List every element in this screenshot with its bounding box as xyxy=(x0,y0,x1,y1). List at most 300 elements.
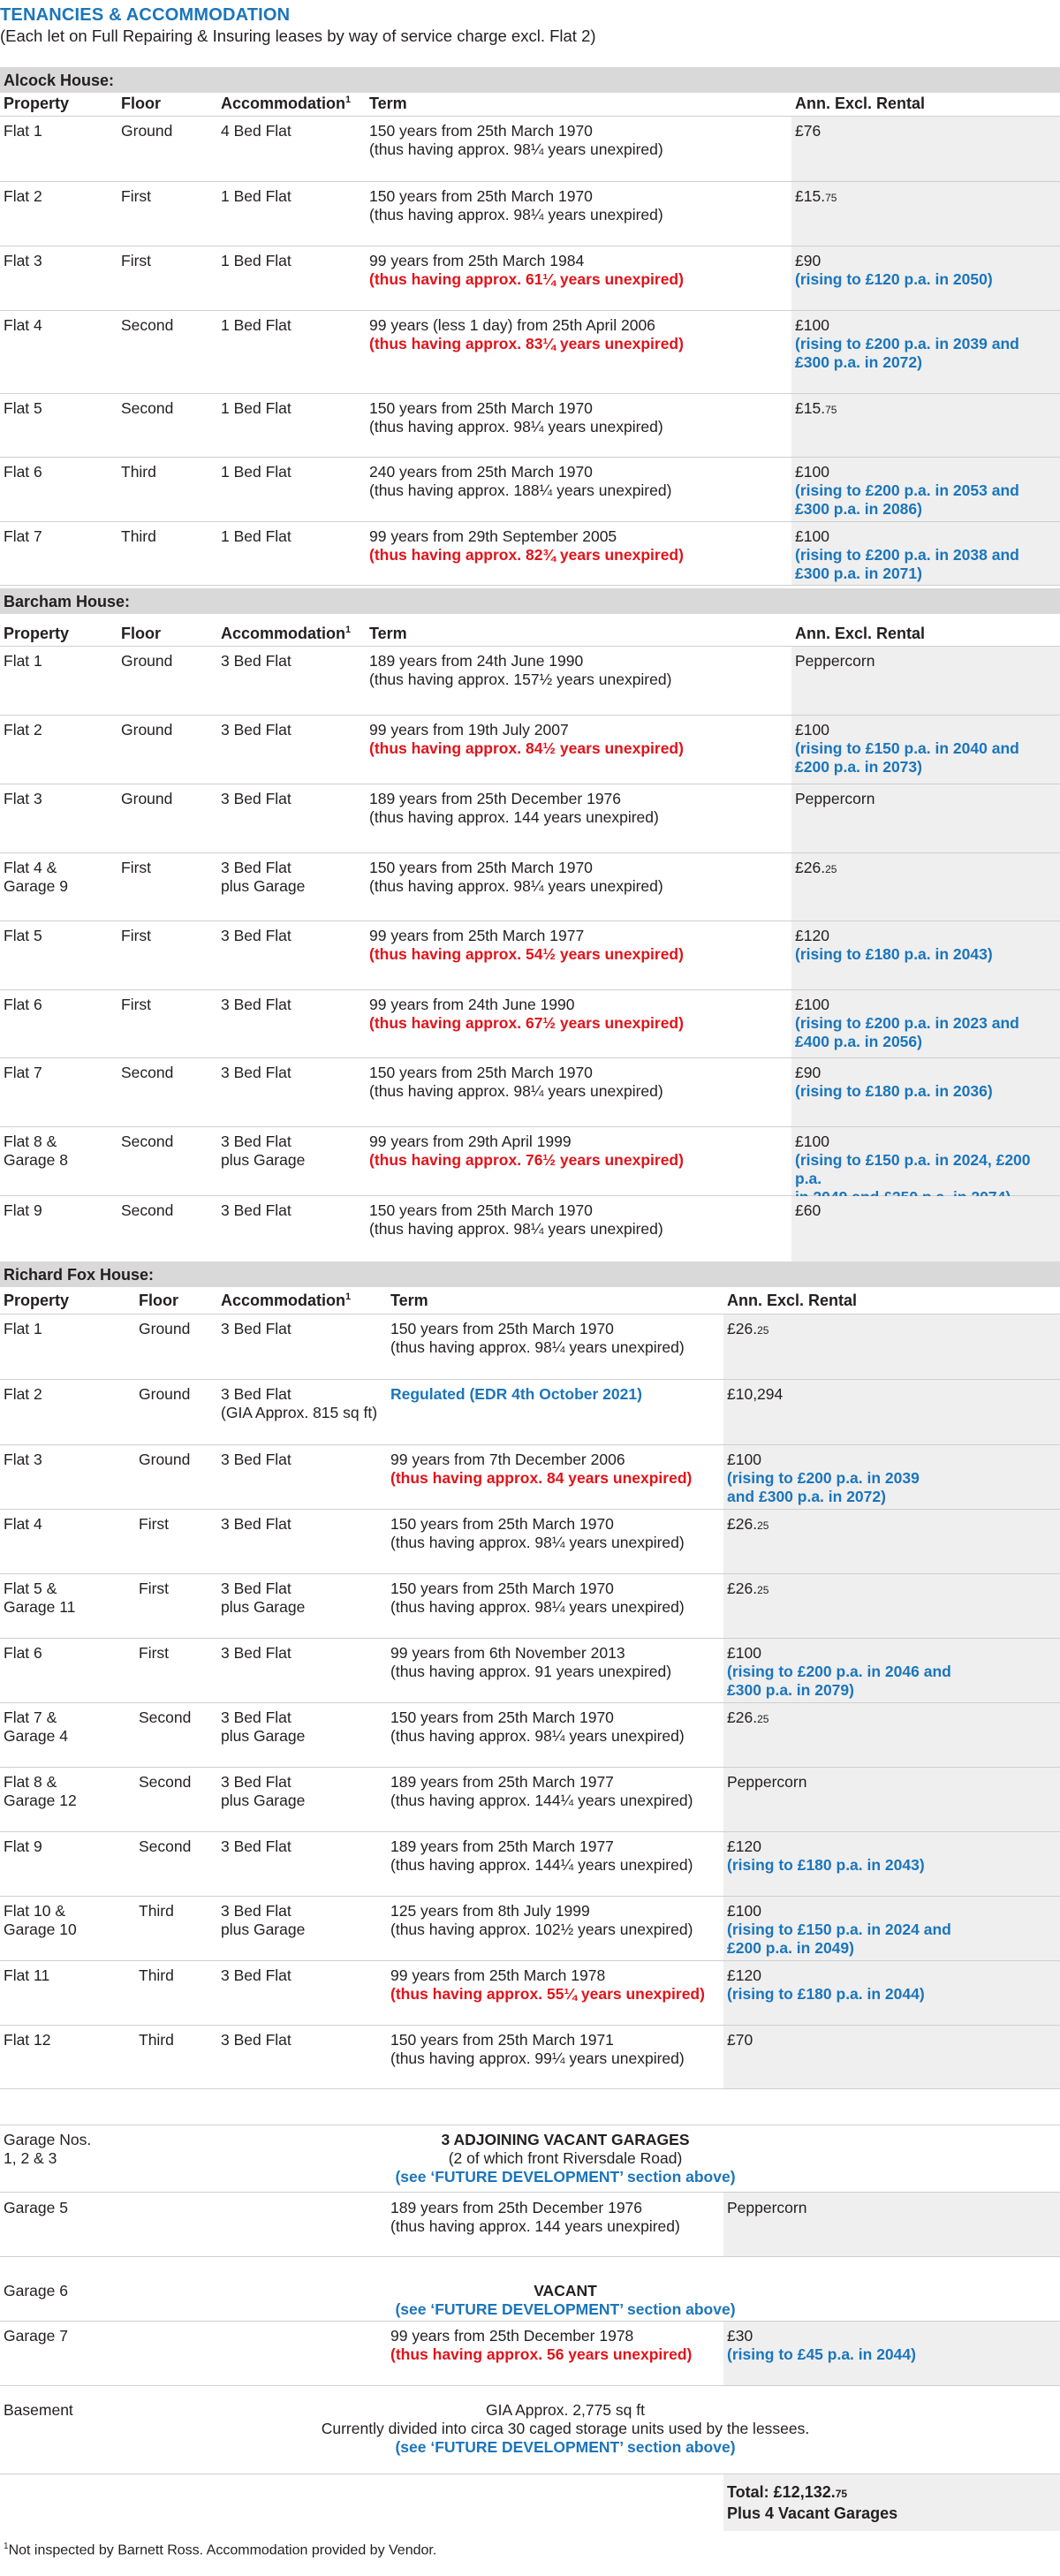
accommodation-cell xyxy=(221,527,292,546)
accommodation-text: 1 Bed Flat xyxy=(221,527,292,545)
vacant-notice-line: Currently divided into circa 30 caged storage units used by the lessees. xyxy=(321,2420,810,2437)
rental-value xyxy=(727,1385,783,1404)
footnote xyxy=(4,2542,436,2558)
floor-cell: First xyxy=(121,252,152,269)
term-line1: 99 years from 6th November 2013 xyxy=(390,1644,625,1662)
rental-amount: £100 xyxy=(795,527,829,545)
property-cell xyxy=(4,527,42,546)
property-name: Garage Nos. xyxy=(4,2131,92,2148)
accommodation-text: 3 Bed Flat xyxy=(221,1064,292,1081)
property-name: Flat 4 xyxy=(4,316,42,334)
term-line1: 189 years from 25th December 1976 xyxy=(369,790,622,807)
rental-value xyxy=(727,1773,806,1792)
term-unexpired: (thus having approx. 98¼ years unexpired) xyxy=(369,418,663,436)
accommodation-cell xyxy=(221,927,292,945)
rental-amount: £120 xyxy=(795,927,829,944)
rental-cell xyxy=(795,316,1019,372)
rental-cell xyxy=(727,1451,920,1506)
rental-amount: Peppercorn xyxy=(727,1773,807,1791)
rental-cell xyxy=(795,1201,821,1220)
rental-cell-background xyxy=(723,1703,1060,1767)
rental-amount: £100 xyxy=(727,1644,761,1662)
vacant-notice xyxy=(212,2282,919,2319)
col-header-rental xyxy=(795,95,925,116)
rental-cell xyxy=(795,122,821,140)
term-line1: 99 years from 25th December 1978 xyxy=(390,2327,634,2345)
accommodation-text: 3 Bed Flat xyxy=(221,859,292,876)
rental-rising-note: (rising to £150 p.a. in 2024, £200 p.a. xyxy=(795,1151,1031,1187)
floor-cell: Ground xyxy=(121,122,173,140)
rental-rising-note-line2: £300 p.a. in 2079) xyxy=(727,1681,854,1699)
term-unexpired: (thus having approx. 91 years unexpired) xyxy=(390,1663,672,1680)
term-line1: 99 years from 25th March 1978 xyxy=(390,1966,606,1984)
rental-value xyxy=(795,652,874,671)
rental-cell xyxy=(795,927,993,964)
term-cell xyxy=(390,1708,685,1746)
rental-amount: £15. xyxy=(795,187,826,205)
floor-cell: First xyxy=(139,1515,170,1533)
term-cell xyxy=(390,1320,685,1357)
property-name-line2: Garage 11 xyxy=(4,1598,76,1616)
property-name: Flat 12 xyxy=(4,2031,51,2049)
accommodation-cell xyxy=(221,187,292,206)
accommodation-text: 4 Bed Flat xyxy=(221,122,292,140)
property-cell xyxy=(4,1773,77,1810)
property-cell xyxy=(4,996,42,1014)
term-cell xyxy=(369,252,684,289)
rental-value xyxy=(795,527,1019,546)
total-line xyxy=(727,2482,897,2504)
property-cell xyxy=(4,1902,77,1939)
accommodation-text: 3 Bed Flat xyxy=(221,996,292,1013)
accommodation-text: 1 Bed Flat xyxy=(221,252,292,269)
rental-cell xyxy=(727,1837,925,1875)
rental-value xyxy=(727,2031,753,2049)
term-unexpired: (thus having approx. 84 years unexpired) xyxy=(390,1469,693,1487)
rental-value xyxy=(727,1837,925,1856)
vacant-notice-line: VACANT xyxy=(534,2282,597,2299)
rental-amount: £100 xyxy=(795,463,829,481)
total-amount: Total: £12,132. xyxy=(727,2483,836,2501)
property-name: Flat 5 xyxy=(4,927,42,944)
accommodation-text: 3 Bed Flat xyxy=(221,1708,292,1726)
property-name: Flat 1 xyxy=(4,122,42,140)
term-cell xyxy=(369,399,663,436)
floor-cell: Ground xyxy=(139,1451,191,1468)
term-line1: 189 years from 24th June 1990 xyxy=(369,652,584,670)
accommodation-text: 3 Bed Flat xyxy=(221,1515,292,1533)
rental-value xyxy=(727,1708,768,1729)
property-cell xyxy=(4,252,42,270)
property-cell xyxy=(4,927,42,945)
term-cell xyxy=(369,721,684,758)
rental-rising-note: (rising to £180 p.a. in 2043) xyxy=(795,945,993,963)
rental-value xyxy=(727,1966,925,1985)
property-cell xyxy=(4,721,42,739)
accommodation-cell xyxy=(221,859,305,896)
property-name: Flat 5 xyxy=(4,399,42,417)
term-cell xyxy=(390,1773,693,1810)
term-unexpired: (thus having approx. 98¼ years unexpired) xyxy=(369,140,663,158)
property-cell xyxy=(4,2131,91,2168)
rental-rising-note: (rising to £180 p.a. in 2036) xyxy=(795,1082,993,1100)
term-unexpired: (thus having approx. 98¼ years unexpired) xyxy=(369,206,663,224)
term-cell xyxy=(390,1966,705,2004)
col-header-term-label: Term xyxy=(369,625,407,642)
rental-rising-note: (rising to £200 p.a. in 2053 and xyxy=(795,481,1019,499)
property-name: Flat 2 xyxy=(4,187,42,205)
floor-cell: Third xyxy=(139,2031,174,2049)
rental-rising-note-line2: £200 p.a. in 2073) xyxy=(795,758,922,776)
term-cell xyxy=(369,527,684,564)
term-line1: 99 years from 7th December 2006 xyxy=(390,1451,625,1468)
accommodation-cell xyxy=(221,1320,292,1338)
col-header-floor xyxy=(121,95,161,116)
rental-value xyxy=(727,1515,768,1535)
term-cell xyxy=(390,1902,693,1939)
rental-pence: 25 xyxy=(757,1584,769,1596)
floor-cell: Second xyxy=(139,1773,192,1791)
rental-rising-note-line2: £400 p.a. in 2056) xyxy=(795,1033,922,1050)
footnote-mark: 1 xyxy=(345,625,352,635)
property-name: Basement xyxy=(4,2401,73,2419)
rental-value xyxy=(795,122,821,140)
floor-cell: Third xyxy=(121,463,156,481)
col-header-accommodation-label: Accommodation xyxy=(221,625,346,642)
property-name: Flat 5 & xyxy=(4,1580,57,1597)
col-header-term xyxy=(369,625,407,646)
property-name: Flat 8 & xyxy=(4,1773,57,1791)
term-unexpired: (thus having approx. 56 years unexpired) xyxy=(390,2345,693,2363)
rental-cell xyxy=(795,463,1019,519)
property-name: Flat 9 xyxy=(4,1201,42,1219)
term-unexpired: (thus having approx. 188¼ years unexpired) xyxy=(369,481,672,499)
accommodation-cell xyxy=(221,1064,292,1082)
rental-rising-note: (rising to £120 p.a. in 2050) xyxy=(795,270,993,288)
accommodation-text: 3 Bed Flat xyxy=(221,1644,292,1662)
vacant-garages-note: Plus 4 Vacant Garages xyxy=(727,2504,898,2522)
term-line1: 125 years from 8th July 1999 xyxy=(390,1902,590,1920)
property-name-line2: Garage 12 xyxy=(4,1792,77,1809)
col-header-accommodation xyxy=(221,625,351,646)
col-header-floor xyxy=(121,625,161,646)
rental-value xyxy=(795,1133,1060,1151)
term-cell xyxy=(369,463,671,500)
rental-amount: £100 xyxy=(795,721,829,739)
rental-value xyxy=(795,859,837,879)
term-line1: 150 years from 25th March 1970 xyxy=(369,1201,593,1219)
property-name: Flat 7 xyxy=(4,527,42,545)
term-unexpired: (thus having approx. 98¼ years unexpired) xyxy=(390,1727,685,1745)
rental-cell xyxy=(727,1385,783,1404)
col-header-rental-label: Ann. Excl. Rental xyxy=(795,625,926,642)
accommodation-cell xyxy=(221,721,292,739)
accommodation-text: 3 Bed Flat xyxy=(221,1837,292,1855)
col-header-term xyxy=(369,95,407,116)
accommodation-cell xyxy=(221,2031,292,2049)
accommodation-text-line2: plus Garage xyxy=(221,1792,306,1809)
rental-cell xyxy=(727,1320,768,1340)
term-cell xyxy=(369,927,684,964)
col-header-rental xyxy=(727,1292,857,1313)
property-name: Flat 7 xyxy=(4,1064,42,1081)
rental-amount: £10,294 xyxy=(727,1385,784,1403)
section-title: Alcock House: xyxy=(4,72,115,89)
section-title: Barcham House: xyxy=(4,593,131,610)
property-cell xyxy=(4,1580,75,1617)
term-unexpired: (thus having approx. 144 years unexpired) xyxy=(390,2217,680,2235)
rental-amount: £100 xyxy=(727,1902,761,1920)
term-unexpired: (thus having approx. 98¼ years unexpired) xyxy=(390,1598,685,1616)
rental-pence: 25 xyxy=(757,1324,769,1337)
term-unexpired: (thus having approx. 76½ years unexpired) xyxy=(369,1151,684,1169)
accommodation-cell xyxy=(221,1708,305,1746)
property-name: Flat 1 xyxy=(4,1320,42,1337)
accommodation-text-line2: plus Garage xyxy=(221,877,306,895)
floor-cell: Ground xyxy=(121,652,173,670)
accommodation-text-line2: plus Garage xyxy=(221,1727,306,1745)
term-cell xyxy=(369,1133,684,1170)
term-line1: 99 years from 19th July 2007 xyxy=(369,721,569,739)
rental-amount: £100 xyxy=(727,1451,761,1468)
term-cell xyxy=(369,187,663,224)
row-divider xyxy=(0,2088,1060,2089)
col-header-floor xyxy=(139,1292,178,1313)
term-line1: 99 years from 25th March 1984 xyxy=(369,252,585,269)
accommodation-cell xyxy=(221,1580,305,1617)
term-unexpired: (thus having approx. 98¼ years unexpired) xyxy=(369,1220,663,1238)
rental-value xyxy=(727,1451,920,1469)
property-cell xyxy=(4,1320,42,1338)
property-cell xyxy=(4,1133,68,1170)
accommodation-cell xyxy=(221,1837,292,1856)
floor-cell: Second xyxy=(139,1708,192,1726)
accommodation-cell xyxy=(221,1644,292,1663)
property-cell xyxy=(4,1966,49,1985)
accommodation-text: 1 Bed Flat xyxy=(221,187,292,205)
property-name: Flat 6 xyxy=(4,1644,42,1662)
rental-value xyxy=(727,1580,768,1600)
rental-rising-note: (rising to £200 p.a. in 2023 and xyxy=(795,1014,1019,1032)
term-cell xyxy=(390,1837,693,1875)
floor-cell: Ground xyxy=(139,1385,191,1403)
term-cell xyxy=(369,122,663,159)
rental-amount: £100 xyxy=(795,316,829,334)
rental-value xyxy=(795,790,874,808)
property-cell xyxy=(4,1451,42,1469)
term-unexpired: (thus having approx. 144¼ years unexpired) xyxy=(390,1856,693,1874)
accommodation-cell xyxy=(221,1773,305,1810)
floor-cell: Second xyxy=(121,399,174,417)
floor-cell: Ground xyxy=(121,790,173,807)
property-cell xyxy=(4,316,42,335)
rental-rising-note: (rising to £180 p.a. in 2043) xyxy=(727,1856,925,1874)
accommodation-text-line2: plus Garage xyxy=(221,1921,306,1938)
rental-rising-note: (rising to £200 p.a. in 2039 and xyxy=(795,335,1019,352)
floor-cell: Third xyxy=(121,527,156,545)
term-line1: 150 years from 25th March 1970 xyxy=(369,399,593,417)
term-cell xyxy=(390,1515,685,1552)
floor-cell: Second xyxy=(139,1837,192,1855)
rental-amount: £26. xyxy=(727,1580,758,1597)
vacant-notice xyxy=(212,2131,919,2186)
rental-value xyxy=(795,996,1019,1014)
property-name: Flat 1 xyxy=(4,652,42,670)
accommodation-text-line2: plus Garage xyxy=(221,1151,306,1169)
term-unexpired: (thus having approx. 67½ years unexpired) xyxy=(369,1014,684,1032)
vacant-notice-line: (see ‘FUTURE DEVELOPMENT’ section above) xyxy=(395,2168,736,2186)
col-header-property-label: Property xyxy=(4,1292,70,1309)
term-line1: 150 years from 25th March 1970 xyxy=(369,187,593,205)
rental-value xyxy=(727,1902,951,1921)
rental-rising-note: (rising to £200 p.a. in 2038 and xyxy=(795,546,1019,564)
rental-value xyxy=(795,463,1019,481)
rental-rising-note-line2: £300 p.a. in 2071) xyxy=(795,564,922,582)
property-name: Flat 3 xyxy=(4,790,42,807)
floor-cell: Second xyxy=(121,1133,174,1150)
rental-cell-background xyxy=(723,1574,1060,1638)
floor-cell: First xyxy=(139,1580,170,1597)
vacant-notice xyxy=(212,2401,919,2457)
property-name: Flat 4 & xyxy=(4,859,57,876)
property-name: Flat 3 xyxy=(4,252,42,269)
accommodation-cell xyxy=(221,1201,292,1220)
accommodation-text: 3 Bed Flat xyxy=(221,1320,292,1337)
rental-amount: £30 xyxy=(727,2327,753,2345)
term-line1: 99 years from 24th June 1990 xyxy=(369,996,575,1013)
floor-cell: Second xyxy=(121,316,174,334)
rental-cell-background xyxy=(791,117,1060,181)
term-line1: 150 years from 25th March 1970 xyxy=(390,1320,614,1337)
rental-amount: Peppercorn xyxy=(795,652,875,670)
rental-cell-background xyxy=(791,1196,1060,1262)
property-cell xyxy=(4,1064,42,1082)
property-name: Flat 2 xyxy=(4,1385,42,1403)
property-cell xyxy=(4,2031,51,2049)
property-name: Flat 6 xyxy=(4,996,42,1013)
accommodation-text-line2: plus Garage xyxy=(221,1598,306,1616)
accommodation-cell xyxy=(221,996,292,1014)
col-header-rental-label: Ann. Excl. Rental xyxy=(727,1292,858,1309)
property-cell xyxy=(4,1201,42,1220)
accommodation-text: 3 Bed Flat xyxy=(221,652,292,670)
term-line1: Regulated (EDR 4th October 2021) xyxy=(390,1385,642,1403)
col-header-property-label: Property xyxy=(4,625,70,642)
property-name: Garage 7 xyxy=(4,2327,68,2345)
term-unexpired: (thus having approx. 83¼ years unexpired) xyxy=(369,335,684,352)
property-name: Flat 2 xyxy=(4,721,42,739)
term-unexpired: (thus having approx. 98¼ years unexpired) xyxy=(390,1534,685,1551)
accommodation-text: 1 Bed Flat xyxy=(221,399,292,417)
property-name-line2: 1, 2 & 3 xyxy=(4,2149,57,2167)
rental-value xyxy=(727,1320,768,1340)
term-cell xyxy=(369,1201,663,1239)
accommodation-cell xyxy=(221,1966,292,1985)
rental-cell xyxy=(727,1966,925,2004)
rental-amount: £60 xyxy=(795,1201,822,1219)
rental-cell xyxy=(727,1580,768,1600)
property-cell xyxy=(4,2401,73,2420)
term-cell xyxy=(390,2199,680,2236)
accommodation-text: 3 Bed Flat xyxy=(221,1201,292,1219)
term-line1: 150 years from 25th March 1970 xyxy=(369,122,593,140)
term-unexpired: (thus having approx. 54½ years unexpired) xyxy=(369,945,684,963)
term-line1: 150 years from 25th March 1970 xyxy=(369,859,593,876)
accommodation-text: 3 Bed Flat xyxy=(221,2031,292,2049)
rental-amount: £26. xyxy=(727,1515,758,1533)
property-cell xyxy=(4,1385,42,1404)
property-cell xyxy=(4,187,42,206)
term-cell xyxy=(369,1064,663,1101)
col-header-property xyxy=(4,625,69,646)
rental-pence: 25 xyxy=(757,1713,769,1725)
accommodation-text: 3 Bed Flat xyxy=(221,790,292,807)
accommodation-cell xyxy=(221,1385,377,1422)
floor-cell: Ground xyxy=(121,721,173,739)
property-name-line2: Garage 10 xyxy=(4,1921,77,1938)
term-line1: 189 years from 25th March 1977 xyxy=(390,1837,614,1855)
accommodation-cell xyxy=(221,1451,292,1469)
col-header-term-label: Term xyxy=(369,95,407,112)
term-line1: 99 years from 29th April 1999 xyxy=(369,1133,572,1150)
rental-pence: 75 xyxy=(825,192,837,204)
accommodation-text: 3 Bed Flat xyxy=(221,721,292,739)
rental-pence: 25 xyxy=(757,1519,769,1532)
property-name: Garage 5 xyxy=(4,2199,68,2216)
property-cell xyxy=(4,2327,68,2345)
term-line1: 150 years from 25th March 1971 xyxy=(390,2031,614,2049)
accommodation-text: 1 Bed Flat xyxy=(221,463,292,481)
rental-rising-note: (rising to £150 p.a. in 2040 and xyxy=(795,739,1019,757)
rental-cell xyxy=(727,2031,753,2049)
term-line1: 150 years from 25th March 1970 xyxy=(390,1580,614,1597)
rental-value xyxy=(795,399,837,420)
property-name: Garage 6 xyxy=(4,2282,68,2299)
floor-cell: Ground xyxy=(139,1320,191,1337)
property-name: Flat 9 xyxy=(4,1837,42,1855)
rental-value xyxy=(795,316,1019,335)
col-header-floor-label: Floor xyxy=(139,1292,178,1309)
rental-value xyxy=(727,1644,951,1663)
accommodation-cell xyxy=(221,790,292,808)
accommodation-text: 3 Bed Flat xyxy=(221,1902,292,1920)
property-name: Flat 8 & xyxy=(4,1133,57,1150)
term-cell xyxy=(390,1580,685,1617)
term-line1: 189 years from 25th March 1977 xyxy=(390,1773,614,1791)
term-unexpired: (thus having approx. 144 years unexpired) xyxy=(369,808,659,826)
floor-cell: Third xyxy=(139,1902,174,1920)
term-cell xyxy=(390,1385,642,1404)
rental-value xyxy=(795,187,837,208)
term-unexpired: (thus having approx. 144¼ years unexpired) xyxy=(390,1792,693,1809)
term-line1: 99 years (less 1 day) from 25th April 2006 xyxy=(369,316,655,334)
rental-pence: 75 xyxy=(825,404,837,416)
rental-cell-background xyxy=(723,2026,1060,2088)
property-cell xyxy=(4,1837,42,1856)
rental-cell xyxy=(727,2327,916,2364)
floor-cell: Second xyxy=(121,1201,174,1219)
accommodation-text: 3 Bed Flat xyxy=(221,1133,292,1150)
section-header xyxy=(0,67,1060,93)
rental-rising-note: (rising to £200 p.a. in 2046 and xyxy=(727,1663,951,1680)
term-cell xyxy=(369,652,671,689)
rental-cell xyxy=(795,252,993,289)
col-header-floor-label: Floor xyxy=(121,95,161,112)
footnote-text: Not inspected by Barnett Ross. Accommodation provided by Vendor. xyxy=(8,2542,437,2558)
property-cell xyxy=(4,2282,68,2300)
rental-rising-note-line2: and £300 p.a. in 2072) xyxy=(727,1488,886,1505)
property-name: Flat 6 xyxy=(4,463,42,481)
